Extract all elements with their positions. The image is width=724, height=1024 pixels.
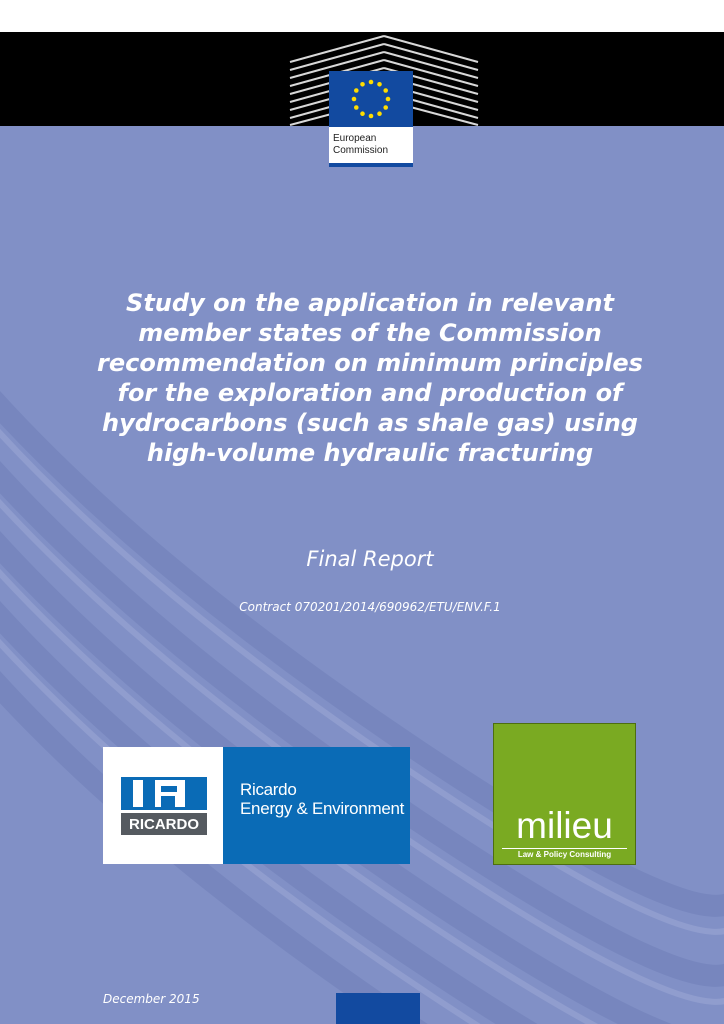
european-commission-logo — [329, 71, 413, 167]
report-subtitle: Final Report — [306, 547, 434, 571]
report-cover — [0, 32, 724, 1024]
milieu-wordmark: milieu — [516, 805, 613, 846]
logo-bottom-bar — [329, 163, 413, 167]
ricardo-r-mark-icon — [121, 777, 207, 835]
ricardo-name: Ricardo — [240, 780, 297, 799]
ricardo-division: Energy & Environment — [240, 799, 405, 818]
contract-number: Contract 070201/2014/690962/ETU/ENV.F.1 — [239, 600, 501, 614]
report-title: Study on the application in relevant member states of the Commission recommendation on minimum principles for the exploration and production of hydrocarbons (such as shale gas) using high-volume hydraulic fracturing — [97, 289, 643, 467]
decorative-swooshes — [0, 32, 724, 1024]
eu-flag-icon — [329, 71, 413, 127]
bottom-blue-tab — [336, 993, 420, 1024]
milieu-divider — [502, 848, 627, 849]
report-date: December 2015 — [103, 992, 200, 1006]
milieu-tagline: Law & Policy Consulting — [517, 850, 612, 859]
ricardo-logo — [103, 747, 410, 864]
milieu-logo — [493, 723, 636, 865]
logo-text-line2: Commission — [333, 145, 389, 156]
ricardo-badge-text: RICARDO — [129, 816, 199, 833]
logo-text-line1: European — [333, 133, 377, 144]
